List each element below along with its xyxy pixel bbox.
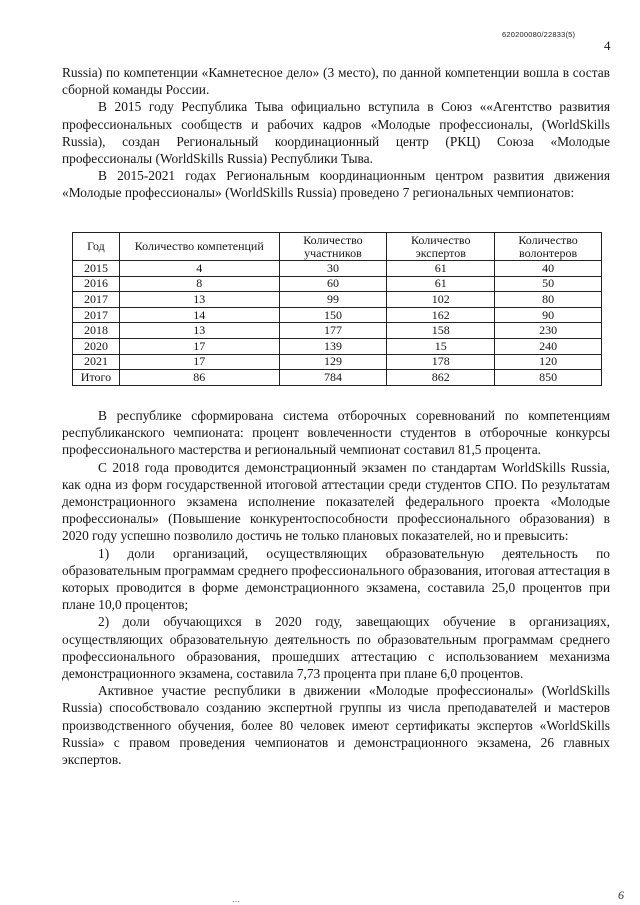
paragraph-selection-system: В республике сформирована система отборочных соревнований по компетенциям республиканского чемпионата: процент вовлеченности студентов в отборочные конкурсы профессионального мастерства и региональный чемпионат составил 81,5 процента. (62, 408, 610, 458)
table-cell: 162 (387, 307, 495, 323)
table-cell: 178 (387, 354, 495, 370)
table-cell: 2017 (73, 292, 120, 308)
document-id: 620200080/22833(5) (502, 30, 576, 39)
table-cell: 862 (387, 370, 495, 386)
table-cell: 150 (279, 307, 387, 323)
table-cell: 40 (495, 261, 602, 277)
table-cell: 50 (495, 276, 602, 292)
table-cell: 230 (495, 323, 602, 339)
text-block-bottom (62, 407, 610, 768)
table-cell: 80 (495, 292, 602, 308)
table-cell: 240 (495, 338, 602, 354)
table-cell: 86 (119, 370, 279, 386)
paragraph-continuation: Russia) по компетенции «Камнетесное дело» (3 место), по данной компетенции вошла в состав сборной команды России. (62, 65, 610, 98)
table-cell: 30 (279, 261, 387, 277)
page-number: 4 (604, 38, 611, 53)
table-cell: 13 (119, 292, 279, 308)
table-cell: 139 (279, 338, 387, 354)
table-row (73, 323, 602, 339)
column-header-volunteers: Количество волонтеров (495, 233, 602, 261)
table-cell: 17 (119, 338, 279, 354)
table-row (73, 261, 602, 277)
table-cell: 2015 (73, 261, 120, 277)
table-cell: 14 (119, 307, 279, 323)
handwritten-mark: 6 (618, 888, 624, 902)
table-cell: Итого (73, 370, 120, 386)
table-row (73, 276, 602, 292)
paragraph-expert-group: Активное участие республики в движении «Молодые профессионалы» (WorldSkills Russia) способствовало созданию экспертной группы из числа преподавателей и мастеров производственного обучения, более 80 человек имеют сертификаты экспертов «WorldSkills Russia» с правом проведения чемпионатов и демонстрационного экзамена, 26 главных экспертов. (62, 683, 610, 768)
table-cell: 120 (495, 354, 602, 370)
table-cell: 158 (387, 323, 495, 339)
table-cell: 2021 (73, 354, 120, 370)
column-header-year: Год (73, 233, 120, 261)
table-cell: 13 (119, 323, 279, 339)
table-row (73, 338, 602, 354)
table-cell: 177 (279, 323, 387, 339)
table-cell: 17 (119, 354, 279, 370)
table-cell: 8 (119, 276, 279, 292)
footer-mark: … (232, 895, 240, 904)
table-cell: 15 (387, 338, 495, 354)
text-block-top (62, 64, 610, 202)
table-cell: 850 (495, 370, 602, 386)
table-cell: 2017 (73, 307, 120, 323)
table-cell: 129 (279, 354, 387, 370)
table-row (73, 354, 602, 370)
table-cell: 784 (279, 370, 387, 386)
table-cell: 99 (279, 292, 387, 308)
paragraph-championships-intro: В 2015-2021 годах Региональным координационным центром развития движения «Молодые профессионалы» (WorldSkills Russia) проведено 7 региональных чемпионатов: (62, 168, 610, 201)
column-header-participants: Количество участников (279, 233, 387, 261)
column-header-competencies: Количество компетенций (119, 233, 279, 261)
paragraph-union-entry: В 2015 году Республика Тыва официально вступила в Союз ««Агентство развития профессиональных сообществ и рабочих кадров «Молодые профессионалы, (WorldSkills Russia), создан Региональный координационный центр (РКЦ) Союза «Молодые профессионалы (WorldSkills Russia) Республики Тыва. (62, 99, 610, 167)
paragraph-indicator-1: 1) доли организаций, осуществляющих образовательную деятельность по образовательным программам среднего профессионального образования, итоговая аттестация в которых проводится в форме демонстрационного экзамена, составила 25,0 процентов при плане 10,0 процентов; (62, 545, 610, 613)
column-header-experts: Количество экспертов (387, 233, 495, 261)
table-row (73, 370, 602, 386)
table-cell: 60 (279, 276, 387, 292)
table-cell: 90 (495, 307, 602, 323)
table-cell: 61 (387, 276, 495, 292)
table-cell: 2020 (73, 338, 120, 354)
table-row (73, 292, 602, 308)
paragraph-demo-exam: С 2018 года проводится демонстрационный экзамен по стандартам WorldSkills Russia, как одна из форм государственной итоговой аттестации среди студентов СПО. По результатам демонстрационного экзамена исполнение показателей федерального проекта «Молодые профессионалы» (Повышение конкурентоспособности профессионального образования) в 2020 году успешно позволило достичь не только плановых показателей, но и превысить: (62, 459, 610, 544)
championships-table (72, 232, 602, 386)
table-cell: 4 (119, 261, 279, 277)
table-cell: 61 (387, 261, 495, 277)
table-row (73, 307, 602, 323)
table-cell: 2018 (73, 323, 120, 339)
table-cell: 2016 (73, 276, 120, 292)
table-cell: 102 (387, 292, 495, 308)
paragraph-indicator-2: 2) доли обучающихся в 2020 году, завещающих обучение в организациях, осуществляющих образовательную деятельность по образовательным программам среднего профессионального образования, прошедших аттестацию с использованием механизма демонстрационного экзамена, составила 7,73 процента при плане 6,0 процентов. (62, 614, 610, 682)
table-header-row (73, 233, 602, 261)
